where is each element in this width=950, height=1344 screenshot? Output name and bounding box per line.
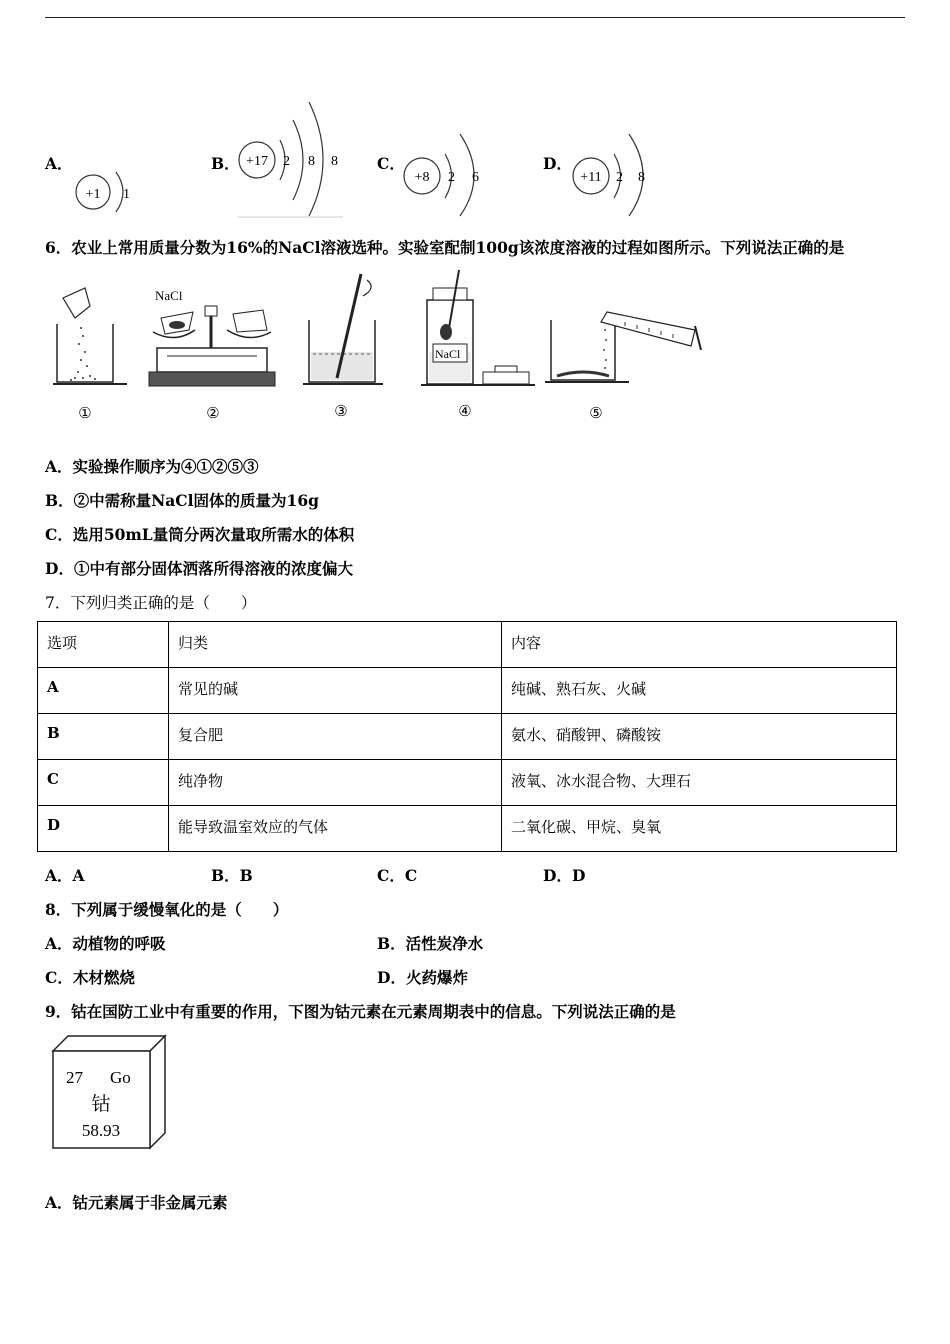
q9-stem: 9．钴在国防工业中有重要的作用，下图为钴元素在元素周期表中的信息。下列说法正确的是 xyxy=(45,1002,676,1021)
table-row xyxy=(38,806,897,852)
row-c-content: 液氧、冰水混合物、大理石 xyxy=(502,760,897,806)
element-symbol: Go xyxy=(110,1068,131,1087)
step-5-pour-water xyxy=(545,312,701,382)
step-label-4: ④ xyxy=(458,404,472,420)
row-c-category: 纯净物 xyxy=(169,760,502,806)
q5-option-a-label: A． xyxy=(45,154,73,173)
step-1-pour-solid xyxy=(53,288,127,384)
element-number: 27 xyxy=(66,1068,83,1087)
q7-option-b[interactable]: B．B xyxy=(211,866,253,885)
element-card-cobalt xyxy=(50,1033,170,1153)
atom-b-shell-1: 2 xyxy=(283,154,290,169)
atom-d-shell-1: 2 xyxy=(616,170,623,185)
atom-diagram-c xyxy=(400,128,495,220)
step-label-1: ① xyxy=(78,406,92,422)
atom-diagram-a xyxy=(70,160,140,220)
header-rule xyxy=(45,17,905,18)
row-d-category: 能导致温室效应的气体 xyxy=(169,806,502,852)
element-name: 钴 xyxy=(91,1094,111,1115)
q5-option-d-label: D． xyxy=(543,154,572,173)
row-b-category: 复合肥 xyxy=(169,714,502,760)
header-content: 内容 xyxy=(502,622,897,668)
step-3-stir xyxy=(303,274,383,384)
q7-option-a[interactable]: A．A xyxy=(45,866,85,885)
q8-option-c[interactable]: C．木材燃烧 xyxy=(45,968,135,987)
q7-stem: 7．下列归类正确的是（ ） xyxy=(45,594,257,612)
q7-option-d[interactable]: D．D xyxy=(543,866,586,885)
table-row xyxy=(38,714,897,760)
header-category: 归类 xyxy=(169,622,502,668)
atom-a-nucleus: +1 xyxy=(85,187,101,202)
q8-stem: 8．下列属于缓慢氧化的是（ ） xyxy=(45,900,289,919)
q6-option-b[interactable]: B．②中需称量NaCl固体的质量为16g xyxy=(45,491,319,510)
q9-option-a[interactable]: A．钴元素属于非金属元素 xyxy=(45,1193,228,1212)
atom-b-nucleus: +17 xyxy=(246,154,268,169)
table-header-row xyxy=(38,622,897,668)
q8-option-b[interactable]: B．活性炭净水 xyxy=(377,934,484,953)
header-option: 选项 xyxy=(38,622,169,668)
row-c-option: C xyxy=(38,760,169,806)
row-a-content: 纯碱、熟石灰、火碱 xyxy=(502,668,897,714)
atom-b-shell-3: 8 xyxy=(331,154,338,169)
table-row xyxy=(38,760,897,806)
atom-d-shell-2: 8 xyxy=(638,170,645,185)
step-label-5: ⑤ xyxy=(589,406,603,422)
atom-c-shell-1: 2 xyxy=(448,170,455,185)
atom-diagram-d xyxy=(566,128,661,220)
step-label-3: ③ xyxy=(334,404,348,420)
row-d-option: D xyxy=(38,806,169,852)
q6-option-d[interactable]: D．①中有部分固体洒落所得溶液的浓度偏大 xyxy=(45,559,353,578)
table-row xyxy=(38,668,897,714)
step-4-reagent-bottle xyxy=(421,270,535,385)
solution-prep-figure xyxy=(45,268,715,428)
atom-c-nucleus: +8 xyxy=(414,170,430,185)
atom-diagram-b xyxy=(235,98,350,220)
atom-b-shell-2: 8 xyxy=(308,154,315,169)
q7-option-c[interactable]: C．C xyxy=(377,866,418,885)
q7-table xyxy=(37,621,897,852)
atom-d-nucleus: +11 xyxy=(580,170,602,185)
q8-option-a[interactable]: A．动植物的呼吸 xyxy=(45,934,166,953)
atom-c-shell-2: 6 xyxy=(472,170,479,185)
q5-option-c-label: C． xyxy=(377,154,405,173)
q8-option-d[interactable]: D．火药爆炸 xyxy=(377,968,468,987)
step-label-2: ② xyxy=(206,406,220,422)
row-b-content: 氨水、硝酸钾、磷酸铵 xyxy=(502,714,897,760)
q6-option-c[interactable]: C．选用50mL量筒分两次量取所需水的体积 xyxy=(45,525,355,544)
step-2-balance xyxy=(149,288,275,386)
q6-option-a[interactable]: A．实验操作顺序为④①②⑤③ xyxy=(45,457,259,476)
row-b-option: B xyxy=(38,714,169,760)
row-d-content: 二氧化碳、甲烷、臭氧 xyxy=(502,806,897,852)
row-a-option: A xyxy=(38,668,169,714)
row-a-category: 常见的碱 xyxy=(169,668,502,714)
atom-a-shell-1: 1 xyxy=(123,187,130,202)
q5-option-b-label: B． xyxy=(211,154,240,173)
balance-nacl-label: NaCl xyxy=(155,288,183,303)
element-mass: 58.93 xyxy=(81,1121,121,1140)
q6-stem: 6．农业上常用质量分数为16%的NaCl溶液选种。实验室配制100g该浓度溶液的过程如图所示。下列说法正确的是 xyxy=(45,238,845,257)
bottle-nacl-label: NaCl xyxy=(435,347,461,361)
